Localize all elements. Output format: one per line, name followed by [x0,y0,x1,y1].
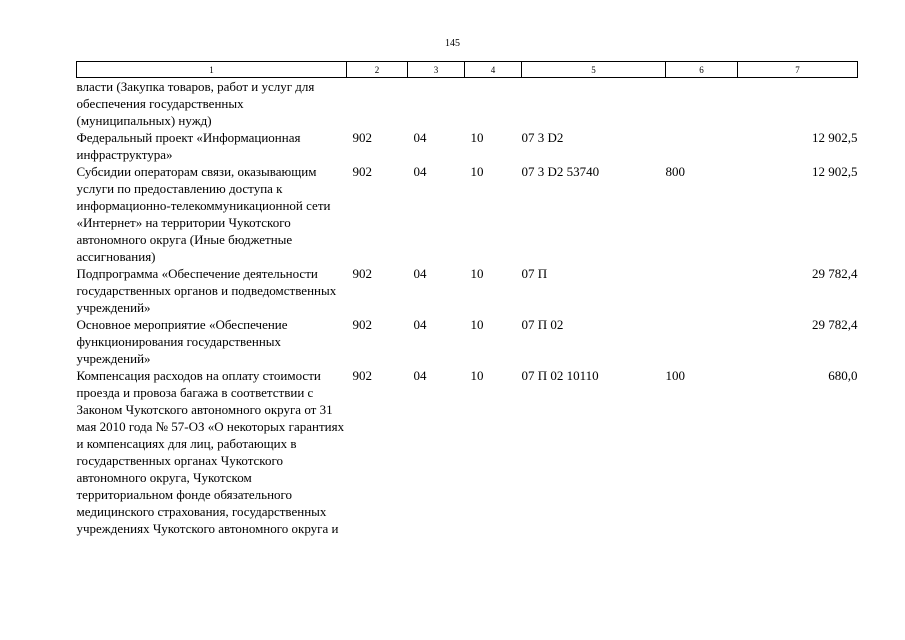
row-subsection: 10 [470,368,484,383]
row-code: 902 [352,368,372,383]
table-header [77,62,858,78]
row-name: Основное мероприятие «Обеспечение функционирования государственных учреждений» [76,317,288,366]
header-col-7: 7 [738,62,858,78]
row-target: 07 П 02 [521,317,564,332]
row-amount: 12 902,5 [812,130,858,145]
table-row [77,78,858,130]
row-subsection: 10 [470,266,484,281]
row-section: 04 [413,266,427,281]
table-row [77,163,858,265]
row-amount [738,78,858,130]
header-col-2: 2 [347,62,408,78]
row-code [347,78,408,130]
header-col-1: 1 [77,62,347,78]
row-section [408,78,465,130]
row-amount: 29 782,4 [812,317,858,332]
row-code: 902 [352,164,372,179]
budget-table [76,61,858,537]
row-expense-type [666,78,738,130]
table-row [77,265,858,316]
row-code: 902 [352,266,372,281]
header-row [77,62,858,78]
row-name: Федеральный проект «Информационная инфраструктура» [76,130,301,162]
row-code: 902 [352,130,372,145]
row-subsection: 10 [470,130,484,145]
header-col-6: 6 [666,62,738,78]
table-row [77,129,858,163]
table-row [77,316,858,367]
row-expense-type: 800 [665,164,685,179]
row-target: 07 П 02 10110 [521,368,599,383]
row-amount: 12 902,5 [812,164,858,179]
row-expense-type [666,129,738,163]
row-section: 04 [413,368,427,383]
row-expense-type [666,316,738,367]
header-col-4: 4 [465,62,522,78]
row-section: 04 [413,164,427,179]
header-col-5: 5 [522,62,666,78]
row-section: 04 [413,317,427,332]
row-amount: 29 782,4 [812,266,858,281]
row-subsection: 10 [470,317,484,332]
row-name: Компенсация расходов на оплату стоимости проезда и провоза багажа в соответствии с Законом Чукотского автономного округа от 31 мая 2010 года № 57-ОЗ «О некоторых гарантиях и компенсациях для лиц, работающих в государственных органах Чукотского автономного округа, Чукотском территориальном фонде обязательного медицинского страхования, государственных учреждениях Чукотского автономного округа и [76,368,345,536]
row-code: 902 [352,317,372,332]
row-amount: 680,0 [828,368,858,383]
header-col-3: 3 [408,62,465,78]
row-name: Подпрограмма «Обеспечение деятельности государственных органов и подведомственных учреждений» [76,266,337,315]
row-expense-type [666,265,738,316]
page-number: 145 [445,38,460,49]
row-subsection [465,78,522,130]
row-target [522,78,666,130]
row-subsection: 10 [470,164,484,179]
row-name: власти (Закупка товаров, работ и услуг для обеспечения государственных (муниципальных) нужд) [76,79,315,128]
table-row [77,367,858,537]
row-name: Субсидии операторам связи, оказывающим услуги по предоставлению доступа к информационно-телекоммуникационной сети «Интернет» на территории Чукотского автономного округа (Иные бюджетные ассигнования) [76,164,331,264]
row-target: 07 3 D2 [521,130,564,145]
row-section: 04 [413,130,427,145]
row-expense-type: 100 [665,368,685,383]
row-target: 07 П [521,266,548,281]
row-target: 07 3 D2 53740 [521,164,600,179]
table-body [77,78,858,538]
